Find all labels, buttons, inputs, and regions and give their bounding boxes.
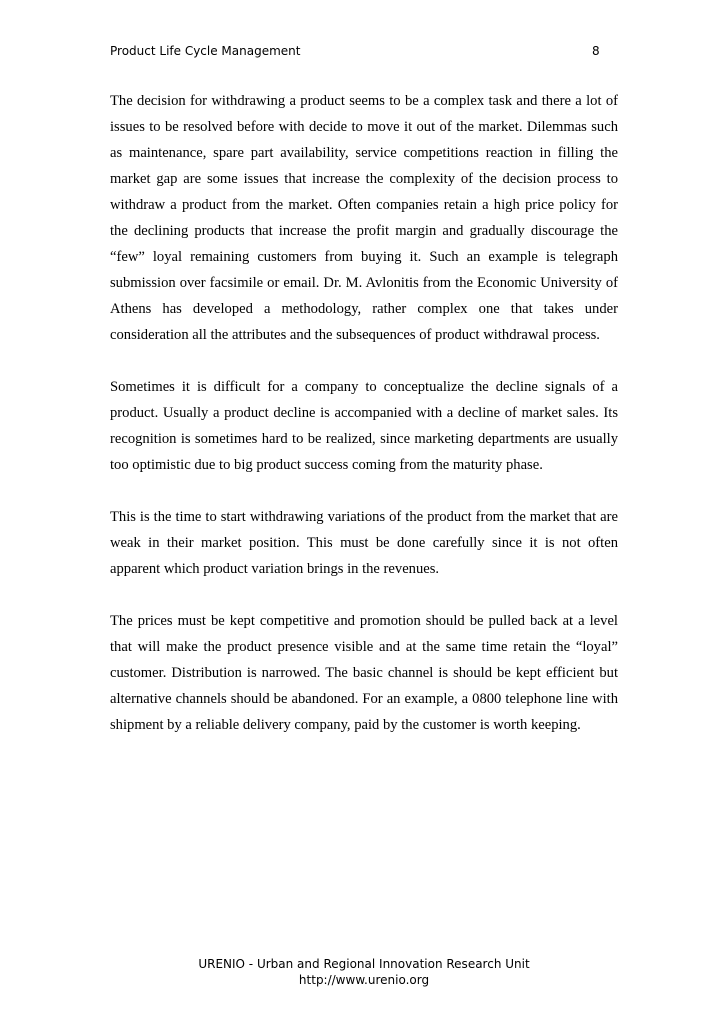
page-number: 8: [592, 44, 600, 58]
footer-organization: URENIO - Urban and Regional Innovation Research Unit: [198, 957, 530, 971]
document-body: [110, 88, 618, 764]
footer-url: http://www.urenio.org: [298, 973, 430, 987]
paragraph-withdrawal-decision: The decision for withdrawing a product seems to be a complex task and there a lot of issues to be resolved before with decide to move it out of the market. Dilemmas such as maintenance, spare part availability, service competitions reaction in filling the market gap are some issues that increase the complexity of the decision process to withdraw a product from the market. Often companies retain a high price policy for the declining products that increase the profit margin and gradually discourage the “few” loyal remaining customers from buying it. Such an example is telegraph submission over facsimile or email. Dr. M. Avlonitis from the Economic University of Athens has developed a methodology, rather complex one that takes under consideration all the attributes and the subsequences of product withdrawal process.: [110, 93, 618, 343]
paragraph-decline-signals: Sometimes it is difficult for a company to conceptualize the decline signals of a product. Usually a product decline is accompanied with a decline of market sales. Its recognition is sometimes hard to be realized, since marketing departments are usually too optimistic due to big product success coming from the maturity phase.: [110, 379, 618, 473]
paragraph-withdrawing-variations: This is the time to start withdrawing variations of the product from the market that are weak in their market position. This must be done carefully since it is not often apparent which product variation brings in the revenues.: [110, 509, 618, 577]
page-footer: [110, 956, 618, 988]
header-title: Product Life Cycle Management: [110, 44, 301, 58]
paragraph-prices-distribution: The prices must be kept competitive and promotion should be pulled back at a level that will make the product presence visible and at the same time retain the “loyal” customer. Distribution is narrowed. The basic channel is should be kept efficient but alternative channels should be abandoned. For an example, a 0800 telephone line with shipment by a reliable delivery company, paid by the customer is worth keeping.: [110, 613, 618, 733]
